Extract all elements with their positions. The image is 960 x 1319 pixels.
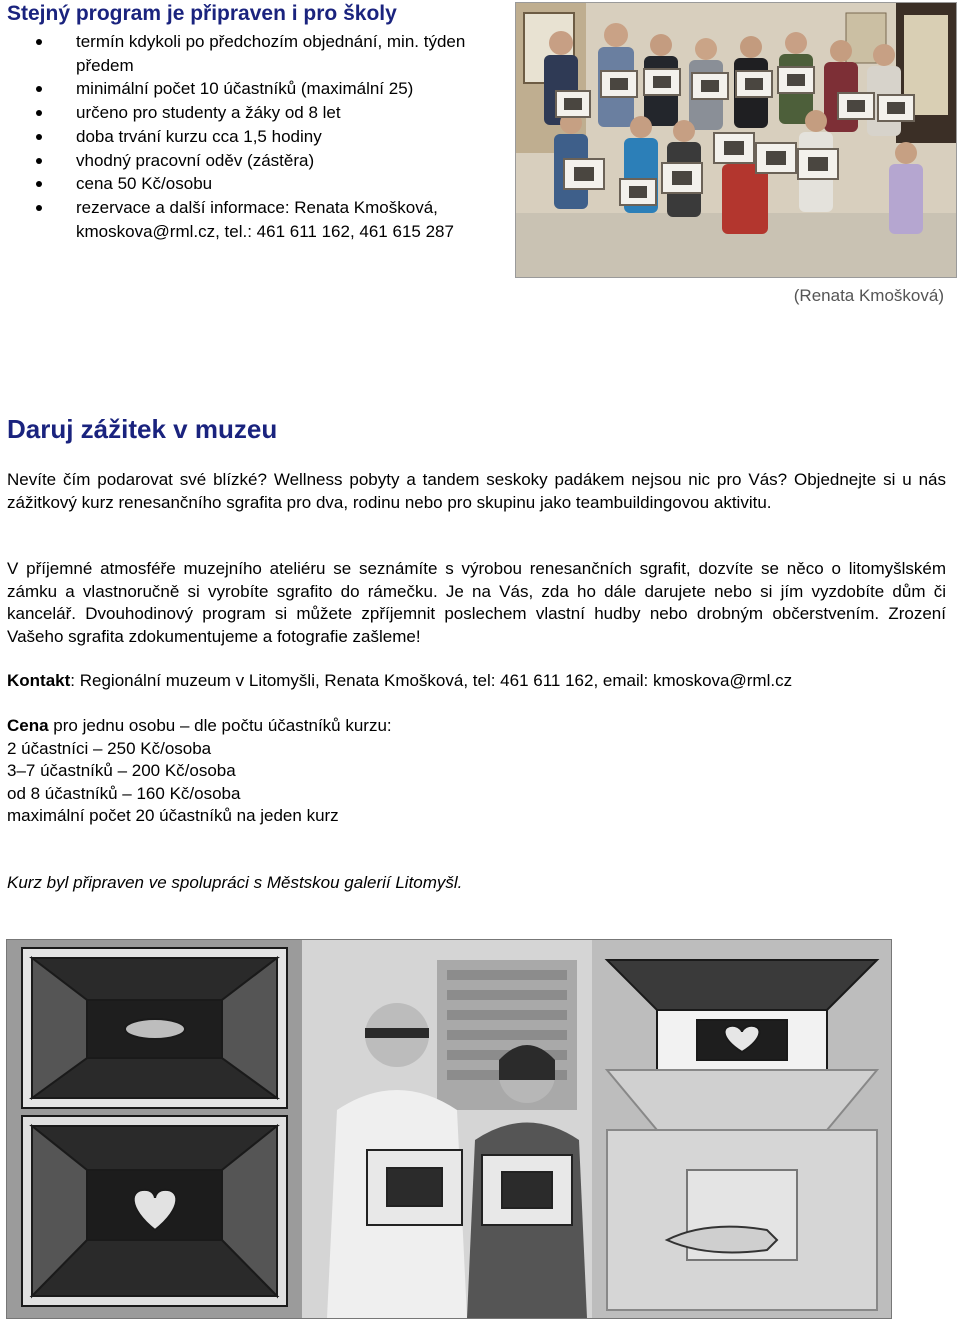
list-item: rezervace a další informace: Renata Kmošková, kmoskova@rml.cz, tel.: 461 611 162, 461 615 287 — [36, 196, 506, 243]
list-item: doba trvání kurzu cca 1,5 hodiny — [36, 125, 506, 149]
list-item: termín kdykoli po předchozím objednání, min. týden předem — [36, 30, 506, 77]
list-item: vhodný pracovní oděv (zástěra) — [36, 149, 506, 173]
photo-caption: (Renata Kmošková) — [793, 286, 944, 305]
bullet-icon — [36, 158, 42, 164]
group-photo-illustration — [516, 3, 956, 277]
bullet-icon — [36, 110, 42, 116]
collaboration-note — [7, 872, 946, 895]
bullet-icon — [36, 39, 42, 45]
price-line: 2 účastníci – 250 Kč/osoba — [7, 738, 212, 758]
contact-line — [7, 670, 946, 693]
collage-photo — [6, 939, 892, 1319]
collage-photo-illustration — [7, 940, 891, 1318]
bullet-icon — [36, 134, 42, 140]
contact-text: : Regionální muzeum v Litomyšli, Renata Kmošková, tel: 461 611 162, email: kmoskova@rml.cz — [70, 671, 793, 690]
list-item: určeno pro studenty a žáky od 8 let — [36, 101, 506, 125]
contact-label: Kontakt — [7, 671, 71, 690]
description-paragraph: V příjemné atmosféře muzejního ateliéru se seznámíte s výrobou renesančních sgrafit, dozvíte se něco o litomyšlském zámku a vlastnoručně si vyrobíte sgrafito do rámečku. Je na Vás, zda ho dále darujete nebo si jím vyzdobíte dům či kancelář. Dvouhodinový program si můžete zpříjemnit poslechem vlastní hudby nebo drobným občerstvením. Zrození Vašeho sgrafita zdokumentujeme a fotografie zašleme! — [7, 559, 946, 646]
intro-paragraph: Nevíte čím podarovat své blízké? Wellness pobyty a tandem seskoky padákem nejsou nic pro Vás? Objednejte si u nás zážitkový kurz renesančního sgrafita pro dva, rodinu nebo pro skupinu jako teambuildingovou aktivitu. — [7, 470, 946, 512]
price-line: maximální počet 20 účastníků na jeden kurz — [7, 806, 339, 825]
price-heading — [7, 715, 946, 738]
section-heading-schools: Stejný program je připraven i pro školy — [7, 2, 397, 25]
price-line: 3–7 účastníků – 200 Kč/osoba — [7, 761, 236, 780]
price-text: pro jednu osobu – dle počtu účastníků kurzu: — [48, 716, 392, 735]
school-program-list — [36, 30, 506, 243]
bullet-icon — [36, 86, 42, 92]
price-line: od 8 účastníků – 160 Kč/osoba — [7, 783, 241, 803]
group-photo — [515, 2, 957, 278]
section-heading-gift: Daruj zážitek v muzeu — [7, 414, 278, 444]
list-item: cena 50 Kč/osobu — [36, 172, 506, 196]
collaboration-note-text: Kurz byl připraven ve spolupráci s Městskou galerií Litomyšl. — [7, 873, 463, 892]
price-label: Cena — [7, 716, 49, 735]
bullet-icon — [36, 205, 42, 211]
bullet-icon — [36, 181, 42, 187]
price-block — [7, 715, 946, 828]
list-item: minimální počet 10 účastníků (maximální 25) — [36, 77, 506, 101]
